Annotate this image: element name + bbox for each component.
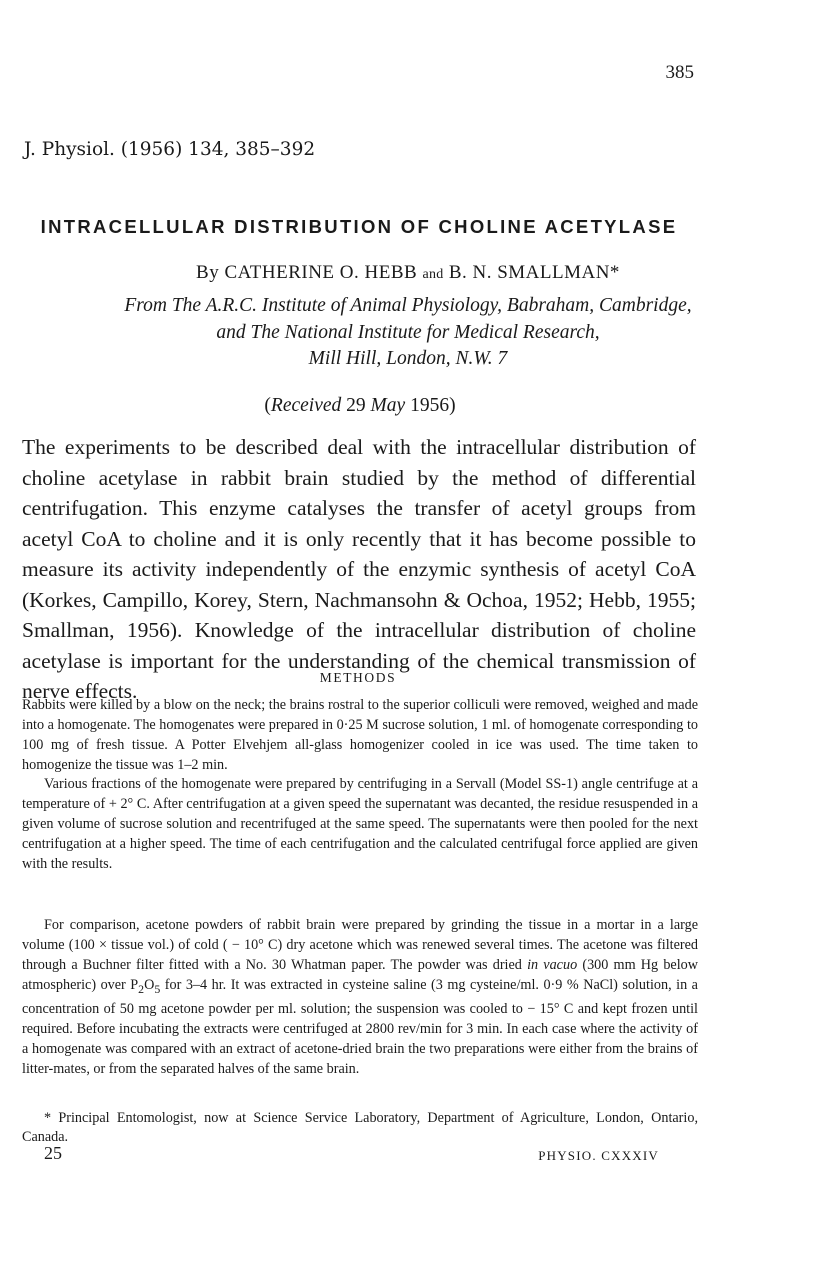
received-open: ( — [264, 395, 271, 416]
footnote: * Principal Entomologist, now at Science Service Laboratory, Department of Agriculture, London, Ontario, Canada. — [22, 1110, 698, 1145]
and-word: and — [422, 267, 444, 282]
by-word: By — [196, 262, 220, 283]
para3-part-a: For comparison, acetone powders of rabbit brain were prepared by grinding the tissue in a mortar in a large volume (100 × tissue vol.) of cold ( − 10° C) dry acetone which was renewed several times. The acetone was filtered through a Buchner filter fitted with a No. 30 Whatman paper. The powder was dried — [22, 917, 698, 974]
methods-paragraph-2-text: Various fractions of the homogenate were prepared by centrifuging in a Servall (Model SS-1) angle centrifuge at a temperature of + 2° C. After centrifugation at a given speed the supernatant was decanted, the residue resuspended in a given volume of sucrose solution and recentrifuged at the same speed. The supernatants were then pooled for the next centrifugation at a higher speed. The time of each centrifugation and the calculated centrifugal force applied are given with the results. — [22, 776, 698, 873]
para3-part-c: O — [144, 977, 155, 994]
signature-mark: PHYSIO. CXXXIV — [538, 1148, 659, 1163]
methods-paragraph-1 — [22, 695, 698, 775]
subscript-5: 5 — [154, 982, 161, 997]
subscript-2: 2 — [138, 982, 145, 997]
para3-part-b: (300 mm Hg below atmospheric) over P — [22, 957, 698, 994]
methods-paragraph-2 — [22, 774, 698, 874]
para3-part-d: for 3–4 hr. It was extracted in cysteine saline (3 mg cysteine/ml. 0·9 % NaCl) solution, in a concentration of 50 mg acetone powder per ml. solution; the suspension was cooled to − 15° C and kept frozen until required. Before incubating the extracts were centrifuged at 2800 rev/min for 3 min. In each case where the activity of a homogenate was compared with an extract of acetone-dried brain the two preparations were either from the brains of litter-mates, or from the separated halves of the same brain. — [22, 977, 698, 1078]
introduction — [22, 432, 696, 707]
folio-number: 25 — [44, 1143, 62, 1163]
methods-paragraph-3-text — [22, 915, 698, 1080]
received-date — [0, 395, 720, 417]
journal-citation: J. Physiol. (1956) 134, 385–392 — [24, 139, 316, 160]
author-smallman: B. N. SMALLMAN* — [448, 262, 620, 283]
received-month: May — [370, 395, 406, 416]
received-year: 1956) — [405, 395, 456, 416]
in-vacuo: in vacuo — [527, 957, 578, 974]
methods-heading: METHODS — [319, 670, 397, 685]
received-label: Received — [270, 395, 342, 416]
paper-title: INTRACELLULAR DISTRIBUTION OF CHOLINE ACETYLASE — [40, 216, 678, 237]
introduction-paragraph: The experiments to be described deal with the intracellular distribution of choline acetylase in rabbit brain studied by the method of differential centrifugation. This enzyme catalyses the transfer of acetyl groups from acetyl CoA to choline and it is only recently that it has become possible to measure its activity independently of the enzymic synthesis of acetyl CoA (Korkes, Campillo, Korey, Stern, Nachmansohn & Ochoa, 1952; Hebb, 1955; Smallman, 1956). Knowledge of the intracellular distribution of choline acetylase is important for the understanding of the chemical transmission of nerve effects. — [22, 435, 696, 703]
affiliation-line-2: and The National Institute for Medical Research, — [216, 322, 600, 343]
affiliation-line-3: Mill Hill, London, N.W. 7 — [308, 348, 508, 369]
page-number: 385 — [665, 62, 694, 83]
author-hebb: CATHERINE O. HEBB — [224, 262, 418, 283]
received-day: 29 — [341, 395, 371, 416]
author-line — [0, 262, 816, 284]
methods-paragraph-3 — [22, 915, 698, 1080]
affiliation-line-1: From The A.R.C. Institute of Animal Physiology, Babraham, Cambridge, — [124, 295, 692, 316]
methods-paragraph-1-text: Rabbits were killed by a blow on the neck; the brains rostral to the superior colliculi were removed, weighed and made into a homogenate. The homogenates were prepared in 0·25 M sucrose solution, 1 ml. of homogenate corresponding to 100 mg of fresh tissue. A Potter Elvehjem all-glass homogenizer cooled in ice was used. The time taken to homogenize the tissue was 1–2 min. — [22, 697, 698, 774]
